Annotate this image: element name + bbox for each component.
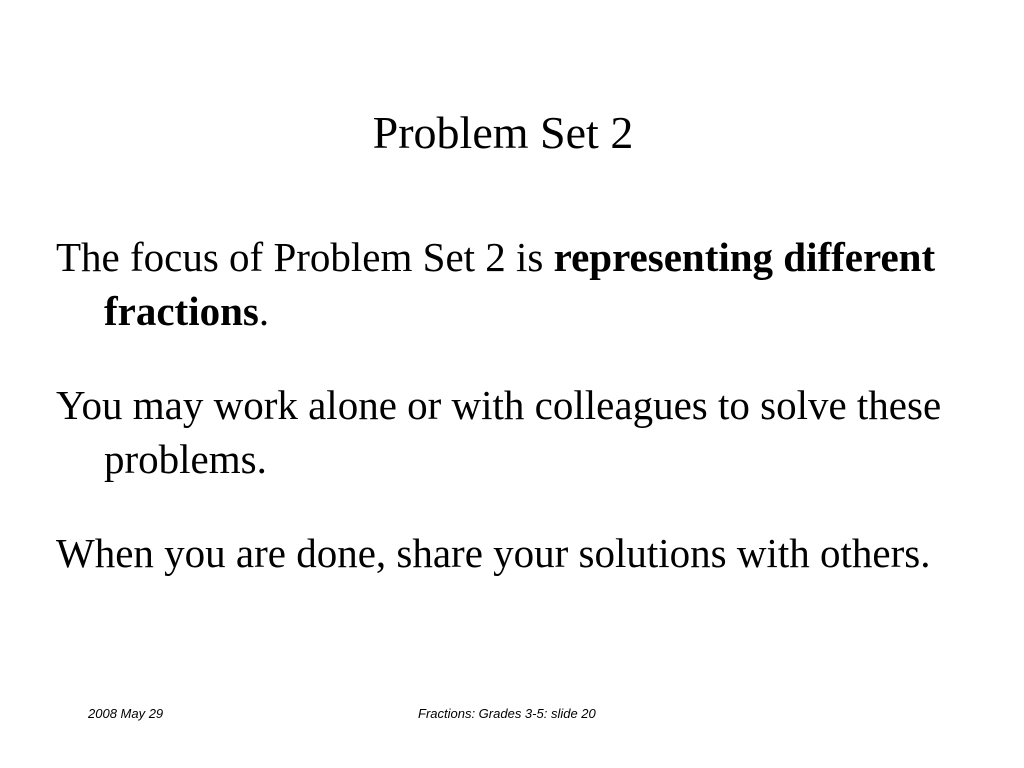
bullet-emphasis: representing different fractions bbox=[104, 234, 936, 334]
bullet-punctuation: . bbox=[258, 288, 270, 334]
bullet-item-work bbox=[56, 378, 976, 486]
bullet-text: When you are done, share your solutions with others. bbox=[56, 530, 931, 576]
footer-slide-label: Fractions: Grades 3-5: slide 20 bbox=[418, 706, 596, 721]
bullet-item-focus bbox=[56, 230, 976, 338]
bullet-text: The focus of Problem Set 2 is bbox=[56, 234, 554, 280]
bullet-list bbox=[56, 230, 976, 620]
footer-date: 2008 May 29 bbox=[88, 706, 164, 721]
bullet-text: You may work alone or with colleagues to solve these problems. bbox=[56, 382, 942, 482]
slide-title: Problem Set 2 bbox=[372, 107, 634, 158]
bullet-item-share bbox=[56, 526, 976, 580]
